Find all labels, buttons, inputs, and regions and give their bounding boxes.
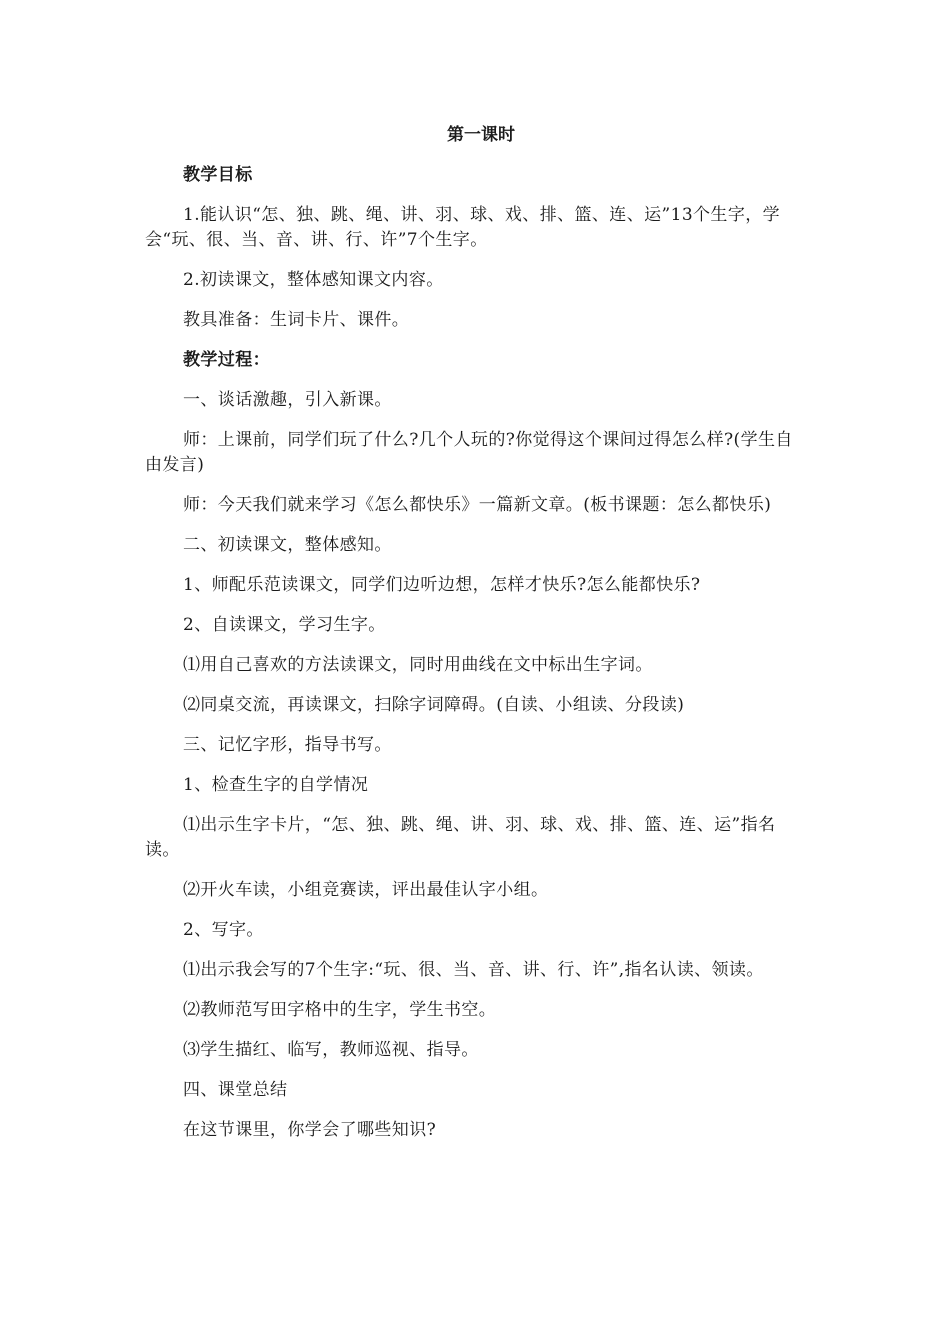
paragraph: 四、课堂总结	[183, 1080, 288, 1100]
paragraph: ⑵开火车读，小组竞赛读，评出最佳认字小组。	[183, 880, 549, 900]
paragraph: ⑶学生描红、临写，教师巡视、指导。	[183, 1040, 479, 1060]
paragraph: ⑵同桌交流，再读课文，扫除字词障碍。(自读、小组读、分段读)	[183, 695, 685, 715]
paragraph: 在这节课里，你学会了哪些知识?	[183, 1120, 437, 1140]
paragraph: ⑴出示生字卡片，“怎、独、跳、绳、讲、羽、球、戏、排、篮、连、运”指名读。	[145, 815, 776, 860]
paragraph: 师：今天我们就来学习《怎么都快乐》一篇新文章。(板书课题：怎么都快乐)	[183, 495, 772, 515]
paragraph: 一、谈话激趣，引入新课。	[183, 390, 392, 410]
paragraph: ⑴用自己喜欢的方法读课文，同时用曲线在文中标出生字词。	[183, 655, 653, 675]
paragraph: ⑴出示我会写的7个生字:“玩、很、当、音、讲、行、许”,指名认读、领读。	[183, 960, 764, 980]
paragraph: 二、初读课文，整体感知。	[183, 535, 392, 555]
paragraph: 2、写字。	[183, 920, 264, 940]
paragraph: 师：上课前，同学们玩了什么?几个人玩的?你觉得这个课间过得怎么样?(学生自由发言)	[145, 430, 793, 475]
paragraph: 2.初读课文，整体感知课文内容。	[183, 270, 444, 290]
paragraph: 三、记忆字形，指导书写。	[183, 735, 392, 755]
paragraph-list	[145, 163, 807, 1143]
paragraph: 教具准备：生词卡片、课件。	[183, 310, 410, 330]
paragraph: ⑵教师范写田字格中的生字，学生书空。	[183, 1000, 497, 1020]
paragraph: 2、自读课文，学习生字。	[183, 615, 386, 635]
paragraph: 1、检查生字的自学情况	[183, 775, 369, 795]
paragraph: 1.能认识“怎、独、跳、绳、讲、羽、球、戏、排、篮、连、运”13个生字，学会“玩、很、当、音、讲、行、许”7个生字。	[145, 205, 781, 250]
section-heading: 教学目标	[183, 165, 253, 185]
document-body	[145, 123, 807, 1158]
section-heading: 教学过程：	[183, 350, 270, 370]
page-title: 第一课时	[447, 125, 515, 145]
paragraph: 1、师配乐范读课文，同学们边听边想，怎样才快乐?怎么能都快乐?	[183, 575, 701, 595]
